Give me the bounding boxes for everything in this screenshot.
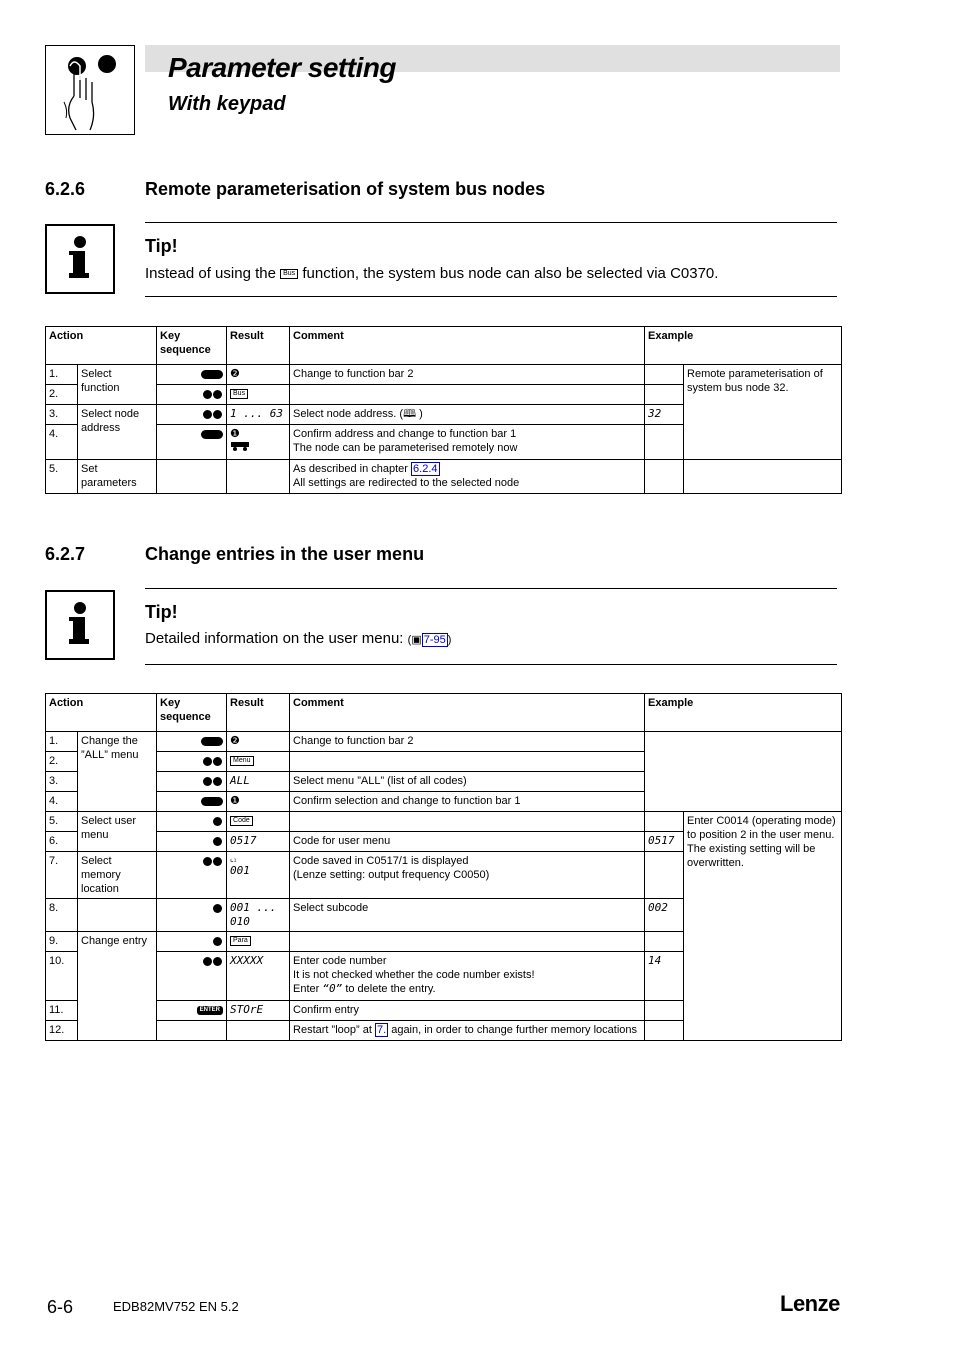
- up-down-keys-icon: [157, 772, 227, 792]
- up-key-icon: [157, 832, 227, 852]
- page-title: Parameter setting: [168, 52, 397, 83]
- table-row: 9. Change entry Para: [46, 932, 842, 952]
- col-header-comment: Comment: [290, 694, 645, 732]
- table-row: 11. ENTER STOrE Confirm entry: [46, 1001, 842, 1021]
- col-header-action: Action: [46, 694, 157, 732]
- page-link[interactable]: 7-95: [423, 634, 446, 646]
- info-icon: [45, 590, 115, 660]
- table-row: 5. Set parameters As described in chapter 6.2.4 All settings are redirected to the selected node: [46, 460, 842, 494]
- tip-heading: Tip!: [145, 602, 178, 622]
- shift-prg-key-icon: [157, 365, 227, 385]
- user-menu-table: [45, 693, 842, 1041]
- up-down-keys-icon: [157, 952, 227, 1001]
- page-subtitle: With keypad: [168, 93, 286, 115]
- section-number: 6.2.7: [45, 544, 86, 564]
- section-number: 6.2.6: [45, 179, 86, 199]
- right-key-icon: [157, 932, 227, 952]
- table-row: 10. XXXXX Enter code number It is not checked whether the code number exists! Enter “0” to delete the entry. 14: [46, 952, 842, 1001]
- section-title: Change entries in the user menu: [145, 544, 425, 564]
- col-header-key: Key sequence: [157, 694, 227, 732]
- col-header-result: Result: [227, 327, 290, 365]
- divider: [145, 664, 837, 665]
- tip-text: Instead of using the Bus function, the system bus node can also be selected via C0370.: [145, 265, 719, 282]
- shift-prg-key-icon: [157, 732, 227, 752]
- arrow-keys-icon: [157, 385, 227, 405]
- bus-node-icon: [230, 441, 286, 455]
- subcode-symbol-icon: ⌞₁: [230, 854, 237, 863]
- tip-heading: Tip!: [145, 236, 178, 256]
- bus-key-icon: Bus: [230, 389, 248, 399]
- document-id: EDB82MV752 EN 5.2: [113, 1299, 239, 1314]
- para-key-icon: Para: [230, 936, 251, 946]
- section-title: Remote parameterisation of system bus nodes: [145, 179, 546, 199]
- col-header-comment: Comment: [290, 327, 645, 365]
- table-row: 1. Select function ❷ Change to function bar 2 Remote parameterisation of system bus node 32.: [46, 365, 842, 385]
- up-down-keys-icon: [157, 405, 227, 425]
- table-row: 6. 0517 Code for user menu 0517: [46, 832, 842, 852]
- col-header-key: Key sequence: [157, 327, 227, 365]
- shift-prg-key-icon: [157, 425, 227, 460]
- col-header-action: Action: [46, 327, 157, 365]
- menu-key-icon: Menu: [230, 756, 254, 766]
- page-number: 6-6: [47, 1297, 74, 1317]
- table-row: 5. Select user menu Code Enter C0014 (operating mode) to position 2 in the user menu. The existing setting will be overwritten.: [46, 812, 842, 832]
- step-link[interactable]: 7.: [376, 1024, 387, 1036]
- book-icon: ▣: [411, 634, 422, 646]
- keypad-hand-icon: [45, 45, 135, 135]
- info-icon: [45, 224, 115, 294]
- remote-param-table: [45, 326, 842, 494]
- right-key-icon: [157, 812, 227, 832]
- table-row: 4. ❶ Confirm selection and change to function bar 1: [46, 792, 842, 812]
- tip-text: Detailed information on the user menu: (▣ 7-95 ): [145, 630, 452, 647]
- table-row: 3. ALL Select menu ”ALL” (list of all codes): [46, 772, 842, 792]
- table-row: 8. 001 ... 010 Select subcode 002: [46, 899, 842, 932]
- lenze-logo: Lenze: [780, 1291, 840, 1316]
- table-row: 3. Select node address 1 ... 63 Select node address. (🕮 ) 32: [46, 405, 842, 425]
- arrow-keys-icon: [157, 852, 227, 899]
- table-row: 7. Select memory location ⌞₁ 001 Code saved in C0517/1 is displayed (Lenze setting: output frequency C0050): [46, 852, 842, 899]
- bus-key-icon: Bus: [280, 269, 298, 279]
- divider: [145, 296, 837, 297]
- up-key-icon: [157, 899, 227, 932]
- enter-key-icon: ENTER: [197, 1006, 223, 1015]
- table-row: 1. Change the ”ALL” menu ❷ Change to function bar 2: [46, 732, 842, 752]
- shift-prg-key-icon: [157, 792, 227, 812]
- table-row: 2. Menu: [46, 752, 842, 772]
- chapter-link[interactable]: 6.2.4: [413, 463, 438, 475]
- col-header-example: Example: [645, 694, 842, 732]
- col-header-example: Example: [645, 327, 842, 365]
- table-row: 4. ❶ Confirm address and change to function bar 1 The node can be parameterised remotely now: [46, 425, 842, 460]
- table-row: 2. Bus: [46, 385, 842, 405]
- table-row: 12. Restart ”loop” at 7. again, in order to change further memory locations: [46, 1021, 842, 1041]
- divider: [145, 222, 837, 223]
- example-note: Remote parameterisation of system bus node 32.: [684, 365, 842, 460]
- divider: [145, 588, 837, 589]
- col-header-result: Result: [227, 694, 290, 732]
- arrow-keys-icon: [157, 752, 227, 772]
- code-key-icon: Code: [230, 816, 253, 826]
- example-note: Enter C0014 (operating mode) to position 2 in the user menu. The existing setting will be overwritten.: [684, 812, 842, 1041]
